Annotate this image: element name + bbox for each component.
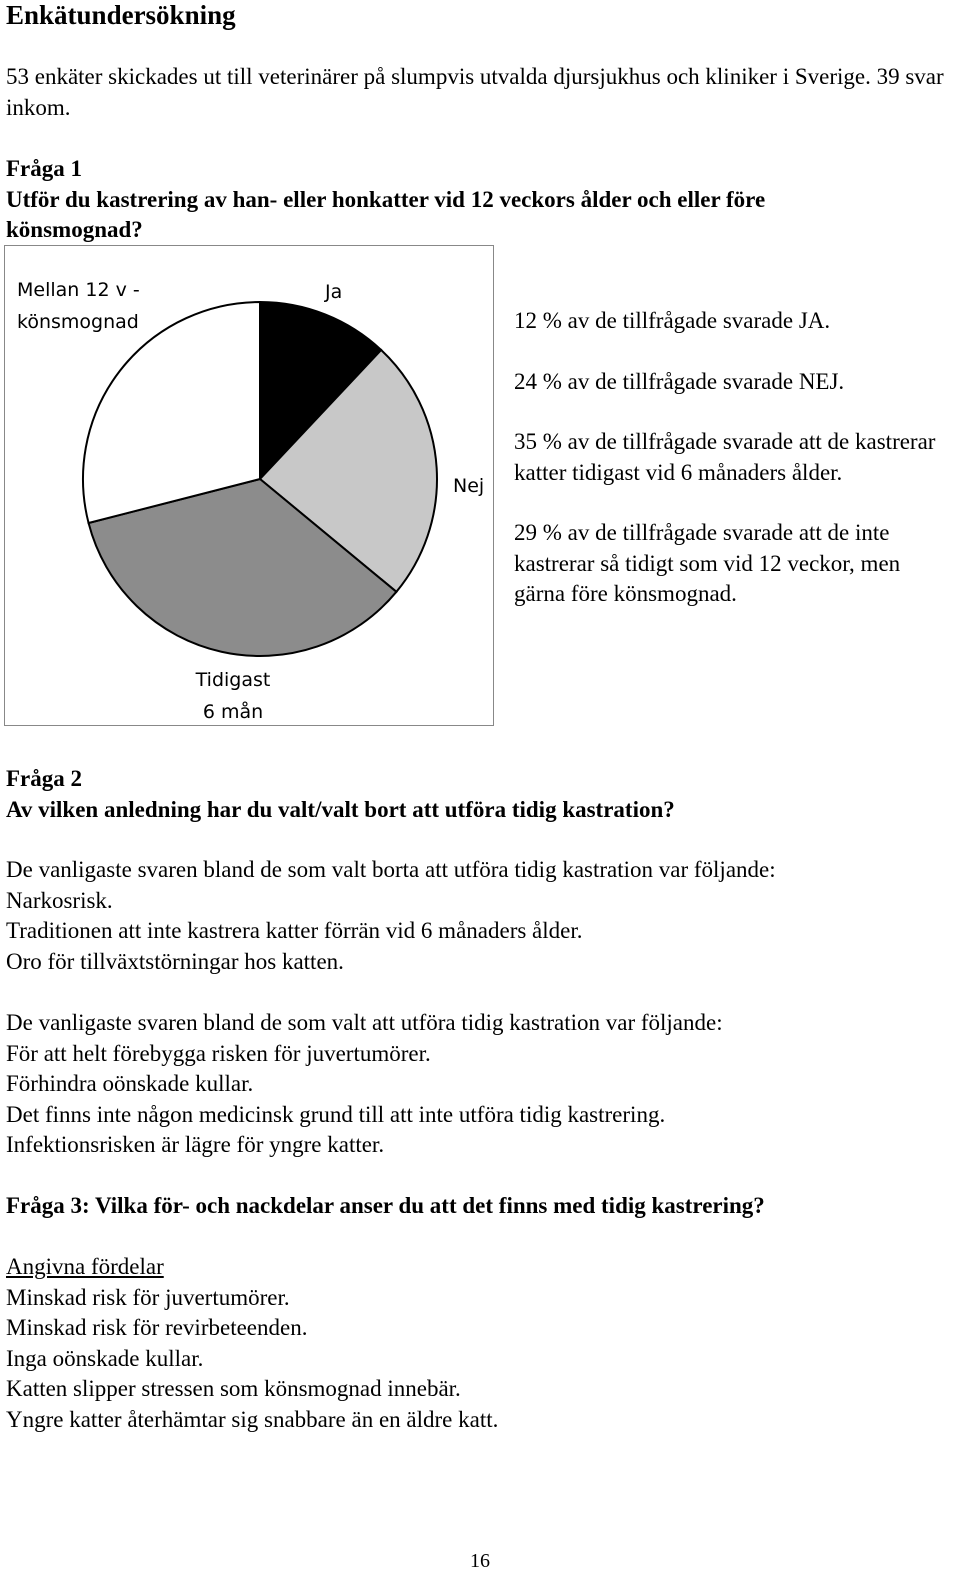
slice-label: 6 mån bbox=[202, 701, 264, 723]
q2-question: Av vilken anledning har du valt/valt bort att utföra tidig kastration? bbox=[6, 796, 675, 822]
question-3 bbox=[6, 1191, 946, 1222]
list-item: Det finns inte någon medicinsk grund till att inte utföra tidig kastrering. bbox=[6, 1101, 666, 1127]
list-item: Yngre katter återhämtar sig snabbare än en äldre katt. bbox=[6, 1406, 499, 1432]
page-title: Enkätundersökning bbox=[6, 0, 236, 30]
slice-label: Nej bbox=[453, 475, 485, 497]
list-item: Katten slipper stressen som könsmognad innebär. bbox=[6, 1376, 461, 1401]
q2-for-intro: De vanligaste svaren bland de som valt att utföra tidig kastration var följande: bbox=[6, 1010, 723, 1035]
list-item: Infektionsrisken är lägre för yngre katter. bbox=[6, 1132, 385, 1157]
slice-label: Tidigast bbox=[195, 669, 271, 691]
q1-result: 24 % av de tillfrågade svarade NEJ. bbox=[514, 368, 845, 394]
q2-for-list bbox=[6, 1008, 946, 1161]
list-item: Minskad risk för revirbeteenden. bbox=[6, 1315, 308, 1340]
slice-label: Mellan 12 v - bbox=[17, 279, 140, 301]
pie-chart-svg bbox=[5, 246, 493, 725]
question-2 bbox=[6, 764, 946, 825]
list-item: Traditionen att inte kastrera katter förrän vid 6 månaders ålder. bbox=[6, 918, 583, 943]
list-item: Minskad risk för juvertumörer. bbox=[6, 1284, 290, 1310]
q2-heading: Fråga 2 bbox=[6, 766, 83, 791]
q1-heading: Fråga 1 bbox=[6, 156, 83, 181]
slice-label: könsmognad bbox=[17, 311, 139, 333]
q1-result: 29 % av de tillfrågade svarade att de inte kastrerar så tidigt som vid 12 veckor, men gärna före könsmognad. bbox=[514, 520, 901, 606]
q3-advantages-heading: Angivna fördelar bbox=[6, 1254, 164, 1279]
pie-chart bbox=[4, 245, 494, 726]
q2-against-list bbox=[6, 855, 946, 977]
q1-results bbox=[514, 306, 954, 610]
list-item: Oro för tillväxtstörningar hos katten. bbox=[6, 948, 344, 974]
question-1 bbox=[6, 154, 876, 246]
q1-result: 12 % av de tillfrågade svarade JA. bbox=[514, 308, 831, 333]
list-item: För att helt förebygga risken för juvertumörer. bbox=[6, 1040, 431, 1066]
list-item: Förhindra oönskade kullar. bbox=[6, 1071, 254, 1096]
list-item: Narkosrisk. bbox=[6, 887, 113, 913]
intro-paragraph: 53 enkäter skickades ut till veterinärer på slumpvis utvalda djursjukhus och kliniker i Sverige. 39 svar inkom. bbox=[6, 64, 944, 120]
slice-label: Ja bbox=[325, 281, 343, 303]
page-number: 16 bbox=[470, 1550, 490, 1572]
q3-advantages-list bbox=[6, 1252, 946, 1435]
q1-question: Utför du kastrering av han- eller honkatter vid 12 veckors ålder och eller före könsmognad? bbox=[6, 186, 766, 242]
list-item: Inga oönskade kullar. bbox=[6, 1345, 204, 1371]
q3-heading: Fråga 3: Vilka för- och nackdelar anser du att det finns med tidig kastrering? bbox=[6, 1193, 765, 1218]
q2-against-intro: De vanligaste svaren bland de som valt borta att utföra tidig kastration var följande: bbox=[6, 857, 776, 882]
q1-result: 35 % av de tillfrågade svarade att de kastrerar katter tidigast vid 6 månaders ålder. bbox=[514, 429, 936, 485]
